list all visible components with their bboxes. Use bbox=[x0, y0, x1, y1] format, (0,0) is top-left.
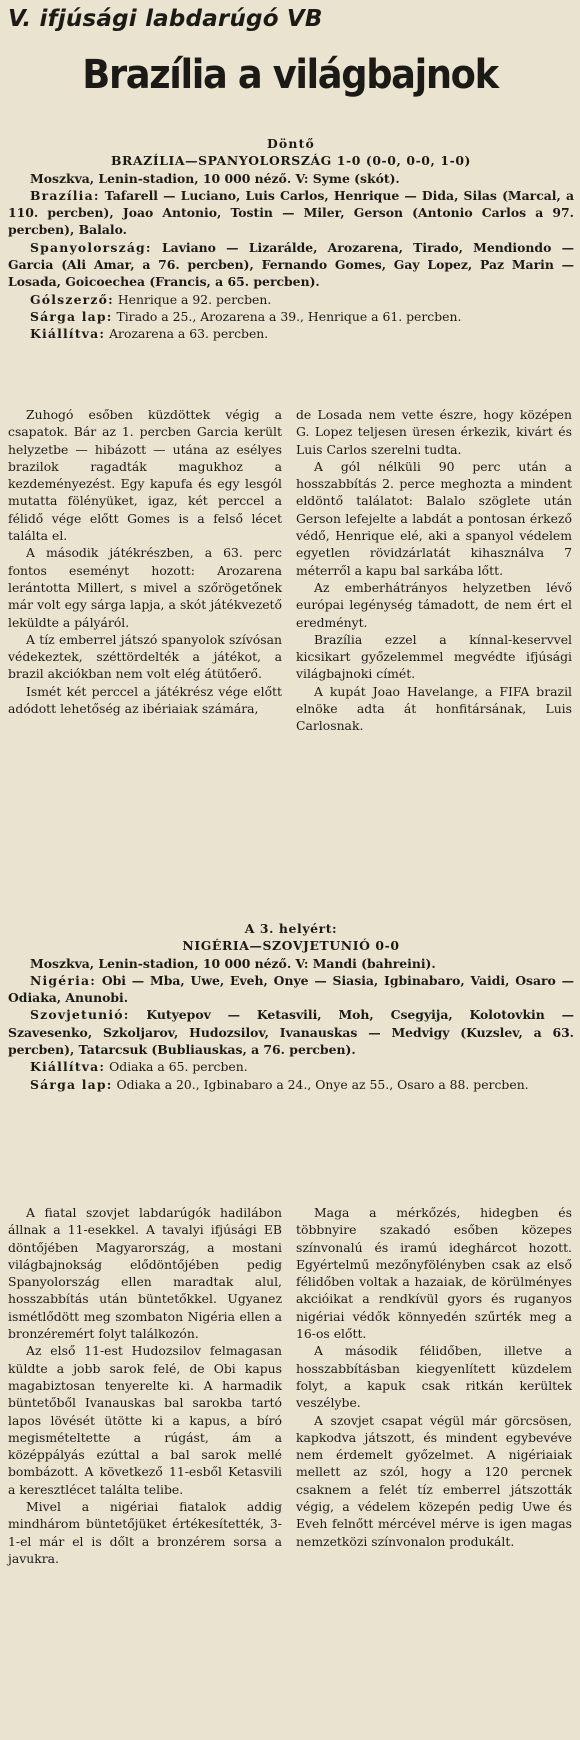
third-lineup-nigeria bbox=[8, 972, 574, 1007]
paragraph: Az első 11-est Hudozsilov felmagasan küldte a jobb sarok felé, de Obi kapus magabiztosan tenyerelte ki. A harmadik büntetőből Ivanauskas bal sarokba tartó lapos lövését ütötte ki a kapus, a bíró megismételtette a rúgást, ám a középpályás ezúttal a bal sarok mellé bombázott. A következő 11-esből Ketasvili a keresztlécet találta telibe. bbox=[8, 1343, 282, 1497]
red-text: Odiaka a 65. percben. bbox=[109, 1059, 248, 1075]
red-label: Kiállítva: bbox=[30, 1059, 106, 1075]
yellow-label: Sárga lap: bbox=[30, 1076, 113, 1092]
paragraph: A szovjet csapat végül már görcsösen, kapkodva játszott, és mindent egybevéve nem érdemelt győzelmet. A nigériaiak mellett az szól, hogy a 120 percnek csaknem a felét tíz emberrel játszották végig, a védelem közepén pedig Uwe és Eveh felnőtt mércével mérve is igen magas nemzetközi színvonalon produkált. bbox=[296, 1412, 572, 1549]
final-report-col-1 bbox=[8, 406, 282, 717]
paragraph: A második játékrészben, a 63. perc fontos eseményt hozott: Arozarena lerántotta Millert, s mivel a szőrögetőnek már volt egy sárga lapja, a skót játékvezető leküldte a pályáról. bbox=[8, 545, 282, 630]
paragraph: A gól nélküli 90 perc után a hosszabbítás 2. perce meghozta a mindent eldöntő találatot: Balalo szöglete után Gerson lefejelte a labdát a pontosan érkező védő, Henrique elé, aki a spanyol védelem egyetlen rövidzárlatát kihasználva 7 méterről a kapu bal sarkába lőtt. bbox=[296, 458, 572, 578]
final-red bbox=[8, 325, 574, 342]
paragraph: de Losada nem vette észre, hogy középen G. Lopez teljesen üresen érkezik, kivárt és Luis Carlos szerelni tudta. bbox=[296, 407, 572, 457]
third-label: A 3. helyért: bbox=[244, 921, 338, 936]
nigeria-label: Nigéria: bbox=[30, 972, 97, 988]
nigeria-players: Obi — Mba, Uwe, Eveh, Onye — Siasia, Igbinabaro, Vaidi, Osaro — Odiaka, Anunobi. bbox=[8, 972, 574, 1006]
paragraph: Az emberhátrányos helyzetben lévő európai legénység támadott, de nem ért el eredményt. bbox=[296, 579, 572, 630]
paragraph: Zuhogó esőben küzdöttek végig a csapatok. Bár az 1. percben Garcia került helyzetbe — hibázott — utána az esélyes brazilok ragadták magukhoz a kezdeményezést. Egy kapufa és egy lesgól mutatta fölényüket, igaz, két perccel a félidő vége előtt Gomes is a felső lécet találta el. bbox=[8, 407, 282, 544]
final-lineup-brazil bbox=[8, 187, 574, 239]
third-lineup-ussr bbox=[8, 1006, 574, 1058]
scorer-label: Gólszerző: bbox=[30, 291, 114, 307]
third-matchup: NIGÉRIA—SZOVJETUNIÓ 0-0 bbox=[182, 938, 400, 954]
paragraph: Brazília ezzel a kínnal-keservvel kicsikart győzelemmel megvédte ifjúsági világbajnoki címét. bbox=[296, 631, 572, 682]
final-scorer bbox=[8, 291, 574, 308]
final-header bbox=[8, 135, 574, 343]
yellow-label: Sárga lap: bbox=[30, 308, 113, 324]
paragraph: Mivel a nigériai fiatalok addig mindhárom büntetőjüket értékesítették, 3-1-el már el is dőlt a bronzérem sorsa a javukra. bbox=[8, 1499, 282, 1566]
paragraph: A kupát Joao Havelange, a FIFA brazil elnöke adta át honfitársának, Luis Carlosnak. bbox=[296, 683, 572, 734]
scorer-text: Henrique a 92. percben. bbox=[117, 291, 272, 307]
final-label: Döntő bbox=[266, 136, 315, 151]
final-report-col-2 bbox=[296, 406, 572, 735]
spain-players: Laviano — Lizarálde, Arozarena, Tirado, Mendiondo — Garcia (Ali Amar, a 76. percben), Fernando Gomes, Gay Lopez, Paz Marin — Losada, Goicoechea (Francis, a 65. percben). bbox=[8, 239, 574, 290]
ussr-players: Kutyepov — Ketasvili, Moh, Csegyija, Kolotovkin — Szavesenko, Szkoljarov, Hudozsilov, Ivanauskas — Medvigy (Kuzslev, a 63. percben), Tatarcsuk (Bubliauskas, a 76. percben). bbox=[8, 1007, 574, 1058]
final-lineup-spain bbox=[8, 239, 574, 291]
final-yellow bbox=[8, 308, 574, 325]
paragraph: Ismét két perccel a játékrész vége előtt adódott lehetőség az ibériaiak számára, bbox=[8, 683, 282, 717]
brazil-players: Tafarell — Luciano, Luis Carlos, Henrique — Dida, Silas (Marcal, a 110. percben), Joao Antonio, Tostin — Miler, Gerson (Antonio Carlos a 97. percben), Balalo. bbox=[8, 187, 574, 238]
paragraph: Maga a mérkőzés, hidegben és többnyire szakadó esőben közepes színvonalú és iramú ideghárcot hozott. Egyértelmű mezőnyfölényben csak az első félidőben voltak a hazaiak, de körülményes akcióikat a rendkívül gyors és ruganyos nigériai védők könnyedén szűrték meg a 16-os előtt. bbox=[296, 1205, 572, 1342]
yellow-text: Tirado a 25., Arozarena a 39., Henrique a 61. percben. bbox=[116, 308, 462, 324]
third-red bbox=[8, 1058, 574, 1075]
third-yellow bbox=[8, 1076, 574, 1093]
brazil-label: Brazília: bbox=[30, 187, 100, 203]
red-text: Arozarena a 63. percben. bbox=[109, 326, 269, 342]
third-report-col-1 bbox=[8, 1204, 282, 1567]
paragraph: A második félidőben, illetve a hosszabbításban kiegyenlített küzdelem folyt, a kapuk csak ritkán kerültek veszélybe. bbox=[296, 1343, 572, 1411]
ussr-label: Szovjetunió: bbox=[30, 1007, 130, 1023]
yellow-text: Odiaka a 20., Igbinabaro a 24., Onye az 55., Osaro a 88. percben. bbox=[116, 1076, 529, 1092]
final-venue: Moszkva, Lenin-stadion, 10 000 néző. V: Syme (skót). bbox=[30, 170, 400, 186]
third-venue: Moszkva, Lenin-stadion, 10 000 néző. V: Mandi (bahreini). bbox=[30, 955, 436, 971]
paragraph: A fiatal szovjet labdarúgók hadilábon állnak a 11-esekkel. A tavalyi ifjúsági EB döntőjében Magyarország, a mostani világbajnokság elődöntőjében pedig Spanyolország ellen maradtak alul, hosszabbítás után büntetőkkel. Ugyanez ismétlődött meg szombaton Nigéria ellen a bronzéremért folyt találkozón. bbox=[8, 1205, 282, 1342]
paragraph: A tíz emberrel játszó spanyolok szívósan védekeztek, széttördelték a játékot, a brazil akciókban nem volt elég átütőerő. bbox=[8, 631, 282, 682]
red-label: Kiállítva: bbox=[30, 326, 106, 342]
article-headline: Brazília a világbajnok bbox=[82, 52, 498, 98]
final-matchup: BRAZÍLIA—SPANYOLORSZÁG 1-0 (0-0, 0-0, 1-0) bbox=[110, 153, 472, 169]
section-kicker: V. ifjúsági labdarúgó VB bbox=[8, 6, 323, 32]
third-place-header bbox=[8, 920, 574, 1093]
spain-label: Spanyolország: bbox=[30, 239, 152, 255]
third-report-col-2 bbox=[296, 1204, 572, 1550]
